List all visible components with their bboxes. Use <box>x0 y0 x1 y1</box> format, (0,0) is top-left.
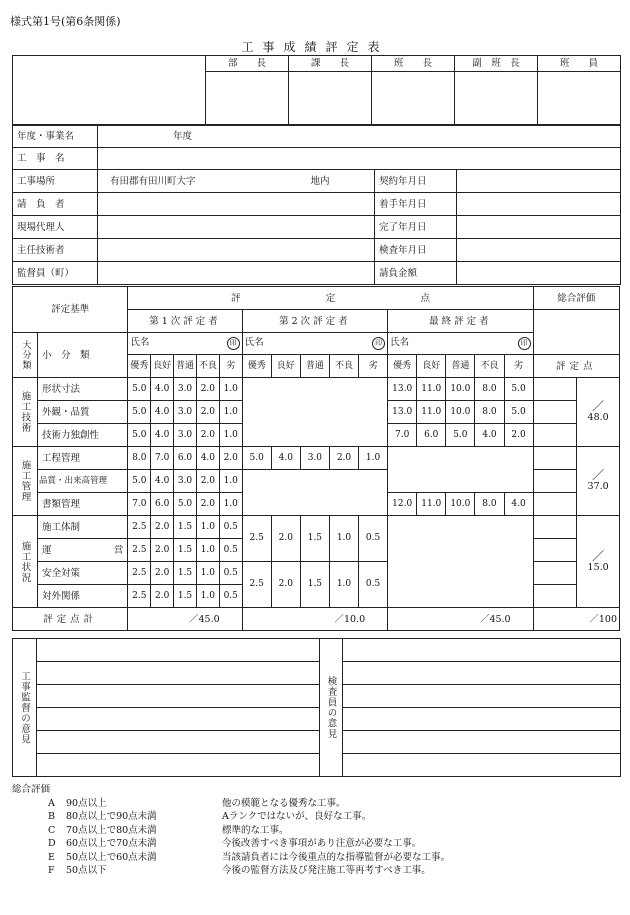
grade-header: 不良 <box>329 355 358 378</box>
legend-row: D 60点以上で70点未満 今後改善すべき事項があり注意が必要な工事。 <box>48 838 422 849</box>
minor-category-label: 小 分 類 <box>37 333 127 378</box>
overall-entry[interactable] <box>533 401 577 424</box>
score-cell[interactable]: 12.0 <box>388 493 417 516</box>
score-cell[interactable]: 4.0 <box>151 401 174 424</box>
score-cell[interactable]: 8.0 <box>475 401 504 424</box>
legend-title: 総合評価 <box>12 784 51 795</box>
approver-stamp-box[interactable] <box>372 72 455 125</box>
minor-category: 書類管理 <box>37 493 127 516</box>
score-cell[interactable]: 8.0 <box>475 378 504 401</box>
approver-stamp-box[interactable] <box>538 72 621 125</box>
opinions-table <box>12 638 621 777</box>
score-cell[interactable]: 3.0 <box>174 424 197 447</box>
major-category: 施工状況 <box>13 516 38 608</box>
contract-amount-label: 請負金額 <box>375 262 457 285</box>
opinion-line[interactable] <box>343 639 621 662</box>
project-name-label: 工 事 名 <box>13 148 98 170</box>
score-cell[interactable]: 5.0 <box>128 378 151 401</box>
legend-row: A 90点以上 他の模範となる優秀な工事。 <box>48 797 346 809</box>
start-date-label: 着手年月日 <box>375 193 457 216</box>
opinion-line[interactable] <box>343 754 621 777</box>
site-field[interactable] <box>98 170 375 193</box>
score-cell[interactable]: 1.5 <box>300 516 329 562</box>
score-cell[interactable]: 7.0 <box>128 493 151 516</box>
overall-entry[interactable] <box>533 470 577 493</box>
score-cell[interactable]: 1.5 <box>174 562 197 585</box>
first-total[interactable]: ／45.0 <box>128 608 242 631</box>
opinion-line[interactable] <box>37 639 320 662</box>
category-total: ／ 48.0 <box>577 378 620 447</box>
score-cell[interactable]: 2.5 <box>128 562 151 585</box>
overall-label: 総合評価 <box>533 287 619 310</box>
supervisor-field[interactable] <box>98 262 375 285</box>
points-header-char: 点 <box>420 292 430 304</box>
score-cell[interactable]: 1.0 <box>196 585 219 608</box>
score-cell[interactable]: 8.0 <box>128 447 151 470</box>
overall-entry[interactable] <box>533 378 577 401</box>
score-header: 評定点 <box>533 355 619 378</box>
score-cell[interactable]: 2.5 <box>128 516 151 539</box>
major-category-label: 大分類 <box>13 333 38 378</box>
score-cell[interactable]: 4.0 <box>504 493 533 516</box>
score-cell[interactable]: 2.0 <box>329 447 358 470</box>
approval-blank <box>13 56 206 125</box>
score-cell[interactable]: 5.0 <box>128 470 151 493</box>
site-agent-field[interactable] <box>98 216 375 239</box>
score-cell[interactable]: 1.5 <box>174 516 197 539</box>
final-evaluator-label: 最終評定者 <box>388 310 533 333</box>
grade-header: 良好 <box>417 355 446 378</box>
score-cell[interactable]: 1.0 <box>219 401 242 424</box>
approver-label: 課 長 <box>289 56 372 72</box>
overall-entry[interactable] <box>533 424 577 447</box>
score-cell[interactable]: 3.0 <box>174 378 197 401</box>
evaluation-table <box>12 286 620 631</box>
score-cell[interactable]: 3.0 <box>174 470 197 493</box>
first-evaluator-name[interactable]: 氏名 印 <box>128 333 242 355</box>
grade-header: 良好 <box>271 355 300 378</box>
points-header-char: 評 <box>230 292 241 304</box>
score-cell[interactable]: 8.0 <box>475 493 504 516</box>
approver-stamp-box[interactable] <box>206 72 289 125</box>
contract-date-field[interactable] <box>457 170 621 193</box>
score-cell[interactable]: 0.5 <box>359 562 388 608</box>
opinion-line[interactable] <box>37 708 320 731</box>
score-cell[interactable]: 10.0 <box>446 401 475 424</box>
score-cell[interactable]: 3.0 <box>300 447 329 470</box>
grade-header: 普通 <box>174 355 197 378</box>
minor-category: 運 営 <box>37 539 127 562</box>
score-cell[interactable]: 2.5 <box>242 516 271 562</box>
grade-header: 不良 <box>475 355 504 378</box>
opinion-line[interactable] <box>37 754 320 777</box>
grade-header: 優秀 <box>128 355 151 378</box>
second-total[interactable]: ／10.0 <box>242 608 387 631</box>
score-cell[interactable]: 11.0 <box>417 493 446 516</box>
seal-icon: 印 <box>518 337 531 350</box>
score-cell[interactable]: 10.0 <box>446 378 475 401</box>
score-cell[interactable]: 2.0 <box>219 447 242 470</box>
end-date-label: 完了年月日 <box>375 216 457 239</box>
score-cell[interactable]: 1.0 <box>196 539 219 562</box>
major-category: 施工技術 <box>13 378 38 447</box>
second-evaluator-label: 第2次評定者 <box>242 310 387 333</box>
score-cell[interactable]: 5.0 <box>504 378 533 401</box>
score-cell[interactable]: 4.0 <box>196 447 219 470</box>
overall-entry[interactable] <box>533 516 577 539</box>
site-prefix: 有田郡有田川町大字 <box>110 175 196 187</box>
score-cell[interactable]: 2.5 <box>128 585 151 608</box>
score-cell[interactable]: 2.0 <box>271 516 300 562</box>
overall-total[interactable]: ／100 <box>533 608 619 631</box>
info-table <box>12 125 621 285</box>
minor-category: 品質・出来高管理 <box>37 470 127 493</box>
score-cell[interactable]: 1.0 <box>219 470 242 493</box>
minor-category: 安全対策 <box>37 562 127 585</box>
second-blank <box>242 378 387 447</box>
grade-header: 普通 <box>300 355 329 378</box>
score-cell[interactable]: 5.0 <box>446 424 475 447</box>
second-blank <box>242 470 387 516</box>
score-cell[interactable]: 13.0 <box>388 401 417 424</box>
minor-category: 形状寸法 <box>37 378 127 401</box>
score-cell[interactable]: 5.0 <box>128 424 151 447</box>
score-cell[interactable]: 5.0 <box>242 447 271 470</box>
overall-blank <box>533 310 619 355</box>
contract-date-label: 契約年月日 <box>375 170 457 193</box>
score-cell[interactable]: 0.5 <box>219 516 242 539</box>
approval-table <box>12 55 621 125</box>
points-header <box>128 287 533 310</box>
score-cell[interactable]: 6.0 <box>417 424 446 447</box>
score-cell[interactable]: 1.5 <box>174 585 197 608</box>
score-cell[interactable]: 1.5 <box>300 562 329 608</box>
seal-icon: 印 <box>372 337 385 350</box>
contract-amount-field[interactable] <box>457 262 621 285</box>
score-cell[interactable]: 2.0 <box>196 493 219 516</box>
grade-header: 優秀 <box>388 355 417 378</box>
score-cell[interactable]: 1.0 <box>219 493 242 516</box>
score-cell[interactable]: 1.0 <box>196 516 219 539</box>
supervisor-label: 監督員（町） <box>13 262 98 285</box>
contractor-label: 請 負 者 <box>13 193 98 216</box>
score-cell[interactable]: 11.0 <box>417 378 446 401</box>
score-cell[interactable]: 4.0 <box>151 470 174 493</box>
overall-entry[interactable] <box>533 447 577 470</box>
score-cell[interactable]: 2.5 <box>242 562 271 608</box>
legend-row: B 80点以上で90点未満 Aランクではないが、良好な工事。 <box>48 811 372 822</box>
final-total[interactable]: ／45.0 <box>388 608 533 631</box>
opinion-line[interactable] <box>343 662 621 685</box>
fiscal-year-label: 年度・事業名 <box>13 126 98 148</box>
grade-header: 優秀 <box>242 355 271 378</box>
score-cell[interactable]: 5.0 <box>128 401 151 424</box>
score-cell[interactable]: 1.0 <box>219 424 242 447</box>
points-header-char: 定 <box>325 292 336 304</box>
score-cell[interactable]: 2.0 <box>196 378 219 401</box>
final-blank <box>388 516 533 608</box>
first-evaluator-label: 第1次評定者 <box>128 310 242 333</box>
score-cell[interactable]: 7.0 <box>388 424 417 447</box>
contractor-field[interactable] <box>98 193 375 216</box>
overall-entry[interactable] <box>533 585 577 608</box>
minor-category: 技術力独創性 <box>37 424 127 447</box>
score-cell[interactable]: 0.5 <box>219 562 242 585</box>
grade-header: 不良 <box>196 355 219 378</box>
final-evaluator-name[interactable]: 氏名 印 <box>388 333 533 355</box>
score-cell[interactable]: 4.0 <box>271 447 300 470</box>
score-cell[interactable]: 1.0 <box>219 378 242 401</box>
minor-category: 工程管理 <box>37 447 127 470</box>
form-number: 様式第1号(第6条関係) <box>10 15 121 28</box>
score-cell[interactable]: 2.0 <box>271 562 300 608</box>
chief-engineer-field[interactable] <box>98 239 375 262</box>
start-date-field[interactable] <box>457 193 621 216</box>
grade-header: 良好 <box>151 355 174 378</box>
approver-stamp-box[interactable] <box>455 72 538 125</box>
score-cell[interactable]: 1.0 <box>329 562 358 608</box>
major-category: 施工管理 <box>13 447 38 516</box>
opinion-line[interactable] <box>37 731 320 754</box>
grade-header: 劣 <box>219 355 242 378</box>
opinion-line[interactable] <box>37 662 320 685</box>
approver-label: 班 員 <box>538 56 621 72</box>
approver-stamp-box[interactable] <box>289 72 372 125</box>
inspection-date-field[interactable] <box>457 239 621 262</box>
score-cell[interactable]: 1.5 <box>174 539 197 562</box>
grade-header: 普通 <box>446 355 475 378</box>
project-name-field[interactable] <box>98 148 621 170</box>
total-label: 評定点計 <box>13 608 128 631</box>
inspection-date-label: 検査年月日 <box>375 239 457 262</box>
score-cell[interactable]: 2.0 <box>151 539 174 562</box>
score-cell[interactable]: 4.0 <box>151 378 174 401</box>
score-cell[interactable]: 2.0 <box>196 424 219 447</box>
site-agent-label: 現場代理人 <box>13 216 98 239</box>
opinion-line[interactable] <box>343 685 621 708</box>
opinion-line[interactable] <box>37 685 320 708</box>
score-cell[interactable]: 1.0 <box>359 447 388 470</box>
score-cell[interactable]: 7.0 <box>151 447 174 470</box>
score-cell[interactable]: 13.0 <box>388 378 417 401</box>
page-title: 工事成績評定表 <box>241 40 389 54</box>
score-cell[interactable]: 5.0 <box>174 493 197 516</box>
approver-label: 部 長 <box>206 56 289 72</box>
site-label: 工事場所 <box>13 170 98 193</box>
score-cell[interactable]: 5.0 <box>504 401 533 424</box>
minor-category: 外観・品質 <box>37 401 127 424</box>
minor-category: 施工体制 <box>37 516 127 539</box>
score-cell[interactable]: 4.0 <box>475 424 504 447</box>
score-cell[interactable]: 2.0 <box>151 516 174 539</box>
chief-engineer-label: 主任技術者 <box>13 239 98 262</box>
minor-category: 対外関係 <box>37 585 127 608</box>
legend-row: E 50点以上で60点未満 当該請負者には今後重点的な指導監督が必要な工事。 <box>48 851 451 863</box>
site-suffix: 地内 <box>310 175 330 187</box>
overall-entry[interactable] <box>533 562 577 585</box>
score-cell[interactable]: 6.0 <box>151 493 174 516</box>
overall-entry[interactable] <box>533 539 577 562</box>
score-cell[interactable]: 2.0 <box>151 585 174 608</box>
score-cell[interactable]: 2.0 <box>504 424 533 447</box>
score-cell[interactable]: 2.0 <box>151 562 174 585</box>
score-cell[interactable]: 1.0 <box>196 562 219 585</box>
approver-label: 副 班 長 <box>455 56 538 72</box>
score-cell[interactable]: 0.5 <box>219 539 242 562</box>
score-cell[interactable]: 11.0 <box>417 401 446 424</box>
score-cell[interactable]: 2.0 <box>196 401 219 424</box>
opinion-line[interactable] <box>343 731 621 754</box>
score-cell[interactable]: 4.0 <box>151 424 174 447</box>
score-cell[interactable]: 10.0 <box>446 493 475 516</box>
seal-icon: 印 <box>227 337 240 350</box>
legend-row: C 70点以上で80点未満 標準的な工事。 <box>48 824 289 836</box>
rating-legend <box>12 783 450 878</box>
score-cell[interactable]: 2.0 <box>196 470 219 493</box>
fiscal-year-value[interactable]: 年度 <box>98 126 621 148</box>
final-blank <box>388 447 533 493</box>
score-cell[interactable]: 0.5 <box>219 585 242 608</box>
grade-header: 劣 <box>504 355 533 378</box>
supervision-opinion-label: 工事監督の意見 <box>13 639 37 777</box>
score-cell[interactable]: 0.5 <box>359 516 388 562</box>
second-evaluator-name[interactable]: 氏名 印 <box>242 333 387 355</box>
legend-row: F 50点以下 今後の監督方法及び発注施工等再考すべき工事。 <box>48 865 431 876</box>
criteria-label: 評定基準 <box>13 287 128 333</box>
category-total: ／ 37.0 <box>577 447 620 516</box>
end-date-field[interactable] <box>457 216 621 239</box>
grade-header: 劣 <box>359 355 388 378</box>
approver-label: 班 長 <box>372 56 455 72</box>
score-cell[interactable]: 6.0 <box>174 447 197 470</box>
score-cell[interactable]: 1.0 <box>329 516 358 562</box>
score-cell[interactable]: 3.0 <box>174 401 197 424</box>
category-total: ／ 15.0 <box>577 516 620 608</box>
inspector-opinion-label: 検査員の意見 <box>320 639 343 777</box>
overall-entry[interactable] <box>533 493 577 516</box>
opinion-line[interactable] <box>343 708 621 731</box>
score-cell[interactable]: 2.5 <box>128 539 151 562</box>
